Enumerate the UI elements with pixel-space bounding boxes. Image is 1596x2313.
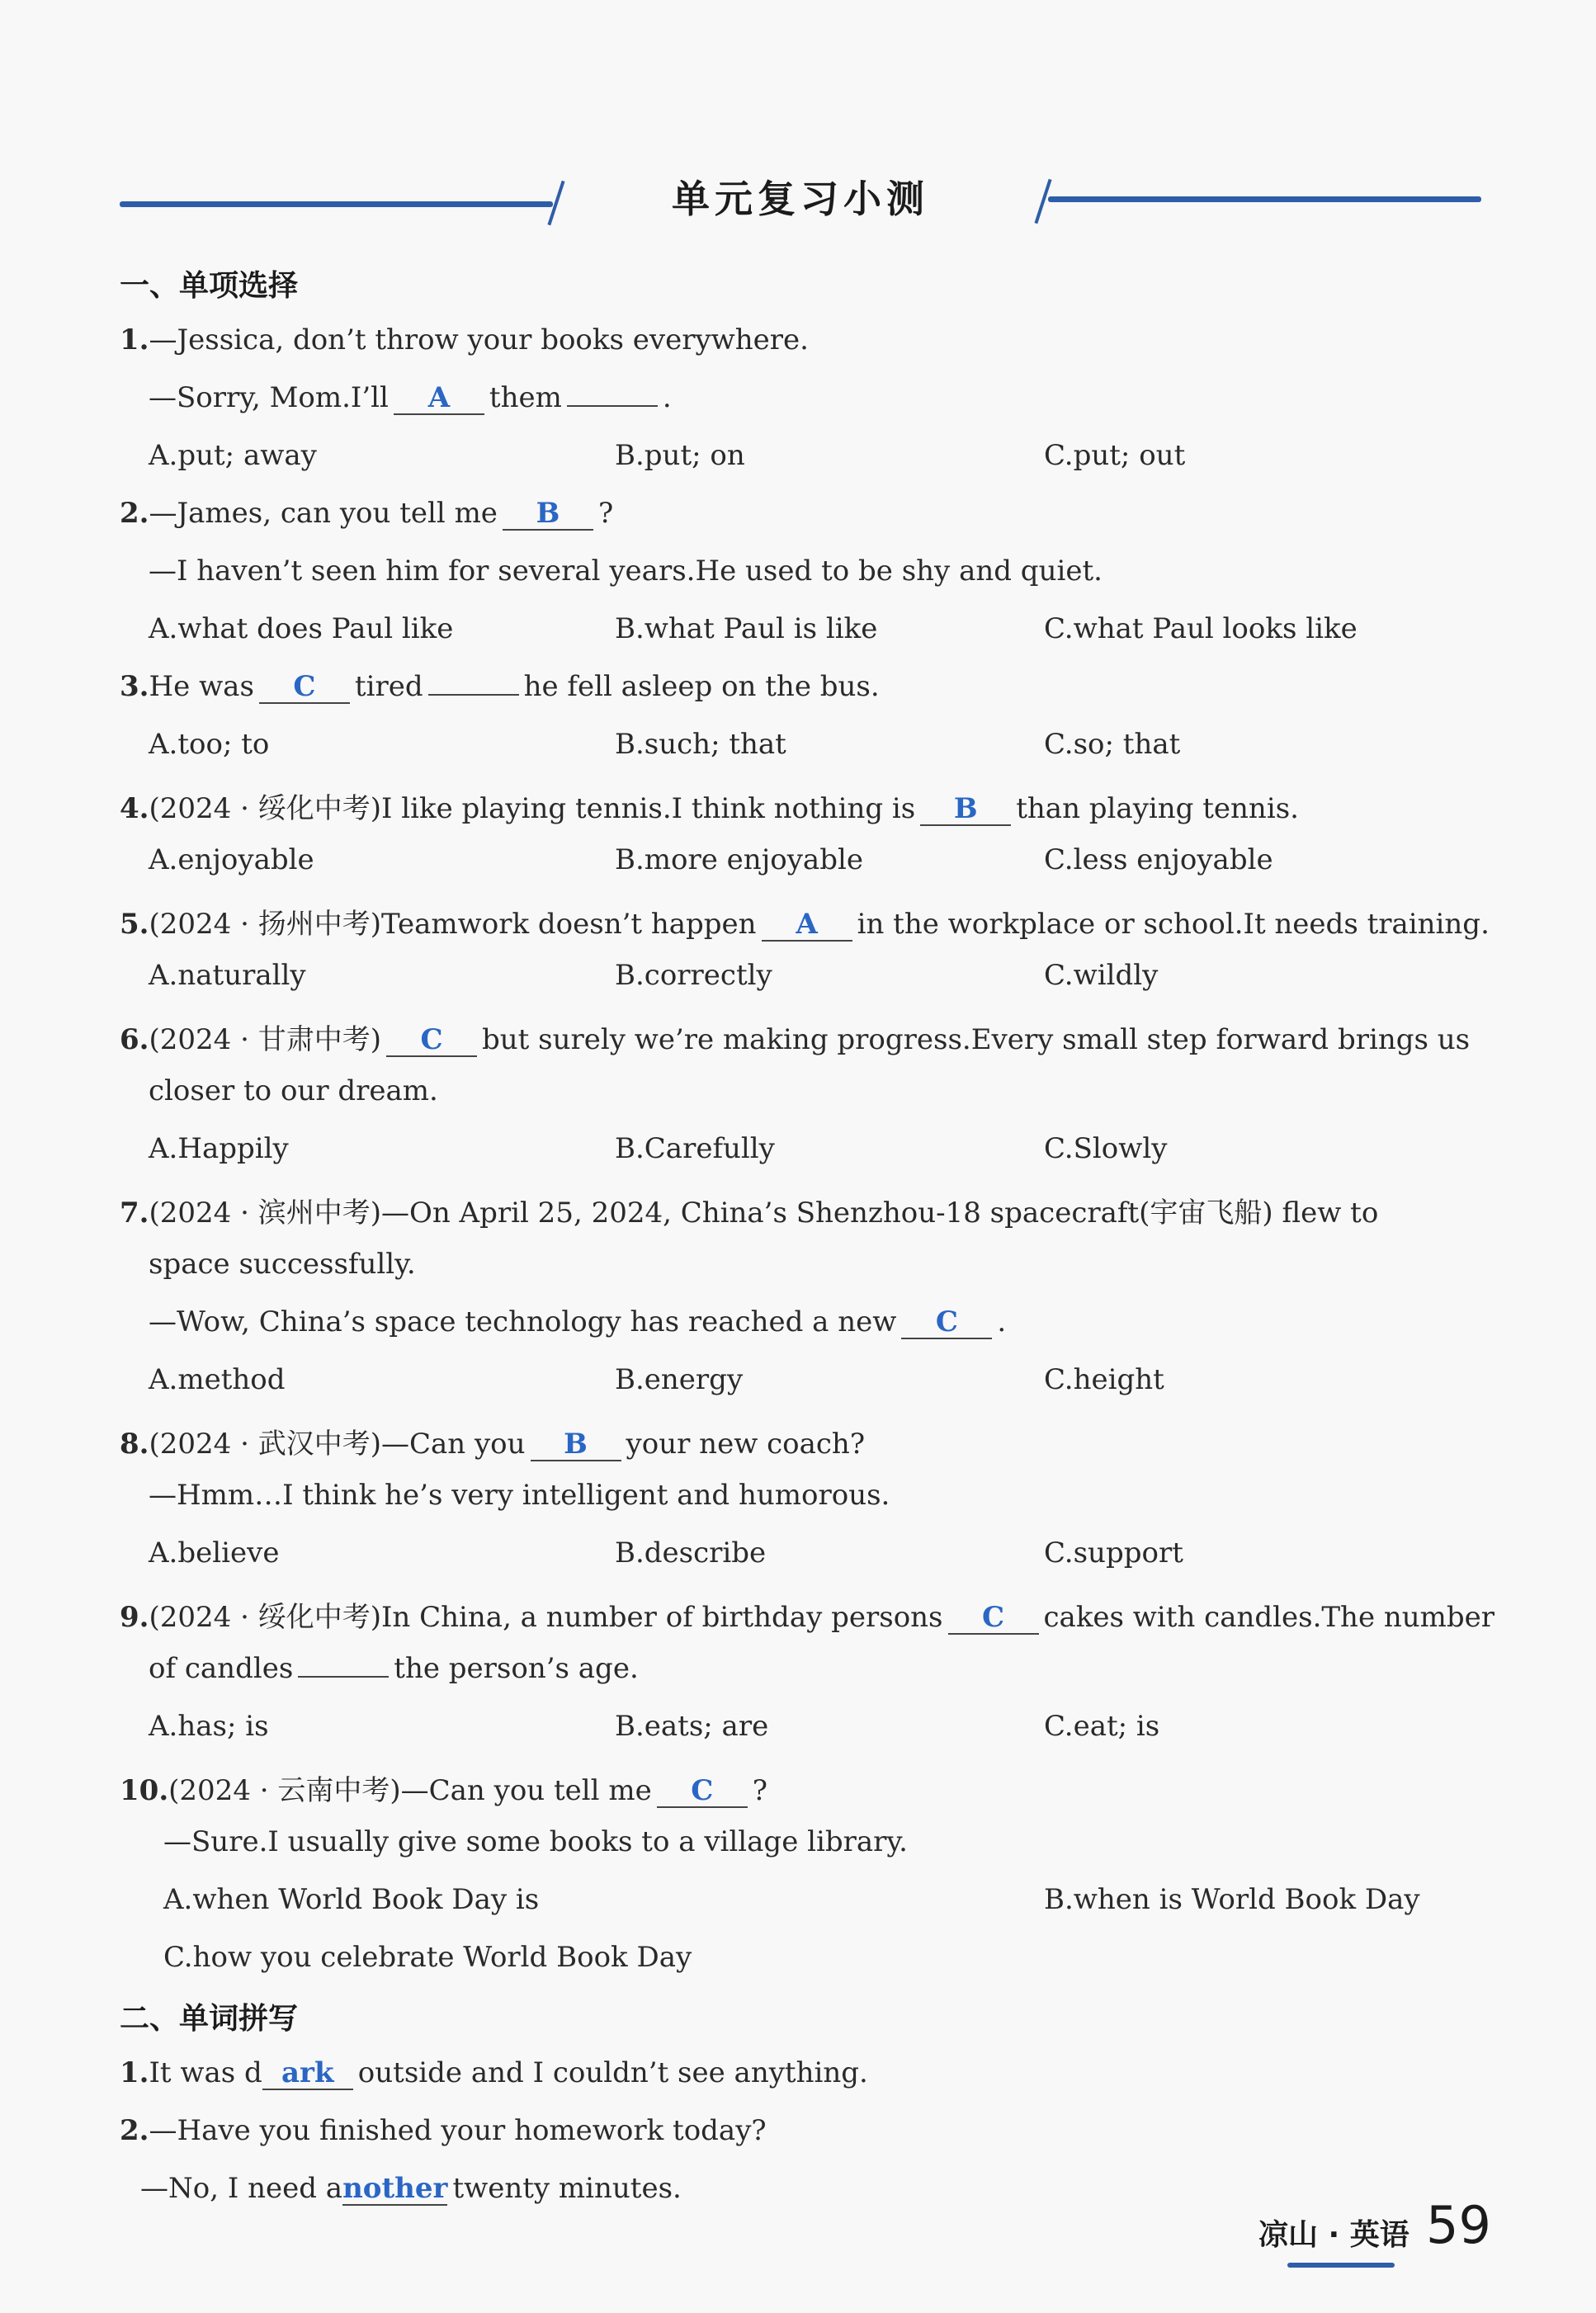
option-b: B.correctly xyxy=(615,959,772,992)
answer-text: C xyxy=(935,1305,958,1338)
question-text: cakes with candles.The number xyxy=(1043,1601,1495,1634)
option-c: C.how you celebrate World Book Day xyxy=(163,1941,692,1974)
option-a: A.when World Book Day is xyxy=(163,1883,540,1916)
question-text: It was d xyxy=(149,2056,262,2089)
question-number: 9. xyxy=(120,1601,149,1634)
question-number: 2. xyxy=(120,2114,149,2147)
question-text: —Sorry, Mom.I’ll xyxy=(149,381,389,414)
question-text: (2024 · 武汉中考)—Can you xyxy=(149,1428,526,1461)
question-7-line-2: space successfully. xyxy=(149,1248,416,1281)
spelling-2-line-2 xyxy=(140,2172,682,2206)
question-9-line-2 xyxy=(149,1652,639,1685)
option-b: B.energy xyxy=(615,1363,744,1396)
header-rule-right xyxy=(1048,196,1481,202)
footer-label: 凉山 · 英语 xyxy=(1258,2218,1409,2252)
option-c: C.what Paul looks like xyxy=(1044,612,1358,645)
answer-text: ark xyxy=(281,2056,334,2089)
option-c: C.so; that xyxy=(1044,728,1181,761)
option-a: A.put; away xyxy=(149,439,317,472)
question-2-line-1 xyxy=(120,497,613,531)
question-text: your new coach? xyxy=(626,1428,866,1461)
question-text: (2024 · 扬州中考)Teamwork doesn’t happen xyxy=(149,908,757,941)
answer-blank[interactable] xyxy=(948,1603,1039,1635)
page-number: 59 xyxy=(1426,2195,1491,2255)
spelling-1-line-1 xyxy=(120,2056,868,2090)
question-3-line-1 xyxy=(120,670,880,704)
option-a: A.method xyxy=(149,1363,286,1396)
answer-text: B xyxy=(953,792,978,825)
option-c: C.support xyxy=(1044,1536,1183,1570)
question-number: 10. xyxy=(120,1774,169,1807)
answer-blank[interactable] xyxy=(262,2056,353,2090)
option-a: A.believe xyxy=(149,1536,280,1570)
question-8-line-1 xyxy=(120,1421,865,1461)
answer-text: C xyxy=(981,1601,1005,1634)
answer-text: C xyxy=(420,1023,443,1056)
question-number: 2. xyxy=(120,497,149,530)
option-a: A.what does Paul like xyxy=(149,612,454,645)
option-b: B.such; that xyxy=(615,728,786,761)
question-text: tired xyxy=(354,670,423,703)
option-a: A.naturally xyxy=(149,959,306,992)
question-text: —Have you finished your homework today? xyxy=(149,2114,767,2147)
question-text: in the workplace or school.It needs training. xyxy=(857,908,1490,941)
question-10-line-2: —Sure.I usually give some books to a village library. xyxy=(163,1825,908,1858)
section-heading-spelling: 二、单词拼写 xyxy=(120,2002,299,2036)
answer-blank[interactable] xyxy=(531,1430,621,1461)
question-text: outside and I couldn’t see anything. xyxy=(357,2056,868,2089)
question-text: (2024 · 绥化中考)In China, a number of birthday persons xyxy=(149,1601,943,1634)
question-number: 6. xyxy=(120,1023,149,1056)
question-text: he fell asleep on the bus. xyxy=(523,670,880,703)
question-number: 8. xyxy=(120,1428,149,1461)
answer-text: nother xyxy=(342,2172,448,2205)
section-heading-choice: 一、单项选择 xyxy=(120,269,299,303)
empty-blank[interactable] xyxy=(428,694,519,696)
question-1-line-2 xyxy=(149,381,672,415)
answer-blank[interactable] xyxy=(657,1774,748,1808)
answer-blank[interactable] xyxy=(503,499,593,531)
question-text: . xyxy=(997,1305,1007,1338)
answer-text: A xyxy=(427,381,451,414)
option-c: C.eat; is xyxy=(1044,1710,1160,1743)
question-8-line-2: —Hmm…I think he’s very intelligent and humorous. xyxy=(149,1479,890,1512)
option-c: C.wildly xyxy=(1044,959,1159,992)
question-7-line-3 xyxy=(149,1305,1006,1339)
option-a: A.Happily xyxy=(149,1132,289,1165)
answer-blank[interactable] xyxy=(920,792,1011,826)
spelling-2-line-1 xyxy=(120,2114,767,2147)
question-text: twenty minutes. xyxy=(452,2172,682,2205)
option-c: C.height xyxy=(1044,1363,1164,1396)
option-b: B.what Paul is like xyxy=(615,612,878,645)
question-text: —Jessica, don’t throw your books everywhere. xyxy=(149,323,809,356)
option-c: C.Slowly xyxy=(1044,1132,1168,1165)
question-text: —No, I need a xyxy=(140,2172,343,2205)
answer-text: B xyxy=(536,497,560,530)
question-text: (2024 · 滨州中考)—On April 25, 2024, China’s Shenzhou-18 spacecraft(宇宙飞船) flew to xyxy=(149,1197,1379,1230)
page-title: 单元复习小测 xyxy=(672,177,929,221)
question-text: (2024 · 云南中考)—Can you tell me xyxy=(168,1774,652,1807)
answer-blank[interactable] xyxy=(901,1305,992,1339)
option-b: B.more enjoyable xyxy=(615,843,863,876)
question-text: (2024 · 绥化中考)I like playing tennis.I think nothing is xyxy=(149,792,916,825)
question-text: (2024 · 甘肃中考) xyxy=(149,1023,381,1056)
question-text: them xyxy=(489,381,562,414)
question-6-line-2: closer to our dream. xyxy=(149,1074,438,1107)
answer-blank[interactable] xyxy=(386,1023,477,1057)
question-10-line-1 xyxy=(120,1768,767,1808)
question-2-line-2: —I haven’t seen him for several years.He used to be shy and quiet. xyxy=(149,555,1103,588)
answer-text: C xyxy=(293,670,316,703)
option-c: C.put; out xyxy=(1044,439,1186,472)
footer-accent-bar xyxy=(1287,2263,1395,2268)
option-a: A.enjoyable xyxy=(149,843,314,876)
question-text: —Wow, China’s space technology has reached a new xyxy=(149,1305,897,1338)
answer-text: C xyxy=(691,1774,714,1807)
question-7-line-1 xyxy=(120,1190,1378,1230)
question-text: . xyxy=(662,381,672,414)
question-number: 4. xyxy=(120,792,149,825)
question-text: —James, can you tell me xyxy=(149,497,498,530)
option-b: B.eats; are xyxy=(615,1710,769,1743)
question-4-line-1 xyxy=(120,786,1299,826)
option-b: B.Carefully xyxy=(615,1132,775,1165)
question-number: 5. xyxy=(120,908,149,941)
question-text: the person’s age. xyxy=(394,1652,639,1685)
answer-blank[interactable] xyxy=(259,670,350,704)
header-rule-left xyxy=(120,201,553,207)
question-text: but surely we’re making progress.Every small step forward brings us xyxy=(481,1023,1471,1056)
question-5-line-1 xyxy=(120,901,1490,942)
question-text: ? xyxy=(752,1774,767,1807)
question-text: ? xyxy=(597,497,614,530)
question-number: 7. xyxy=(120,1197,149,1230)
option-b: B.when is World Book Day xyxy=(1044,1883,1420,1916)
question-text: of candles xyxy=(149,1652,294,1685)
option-b: B.put; on xyxy=(615,439,745,472)
question-number: 1. xyxy=(120,2056,149,2089)
option-b: B.describe xyxy=(615,1536,767,1570)
answer-blank[interactable] xyxy=(762,910,852,942)
answer-blank[interactable] xyxy=(342,2174,447,2206)
question-1-line-1 xyxy=(120,323,809,356)
question-text: than playing tennis. xyxy=(1016,792,1299,825)
option-c: C.less enjoyable xyxy=(1044,843,1273,876)
question-6-line-1 xyxy=(120,1017,1470,1057)
option-a: A.has; is xyxy=(149,1710,269,1743)
question-number: 1. xyxy=(120,323,149,356)
empty-blank[interactable] xyxy=(567,405,658,407)
answer-text: A xyxy=(796,908,818,941)
question-9-line-1 xyxy=(120,1594,1494,1635)
option-a: A.too; to xyxy=(149,728,270,761)
empty-blank[interactable] xyxy=(298,1676,389,1678)
question-number: 3. xyxy=(120,670,149,703)
question-text: He was xyxy=(149,670,254,703)
answer-blank[interactable] xyxy=(394,381,484,415)
answer-text: B xyxy=(564,1428,588,1461)
